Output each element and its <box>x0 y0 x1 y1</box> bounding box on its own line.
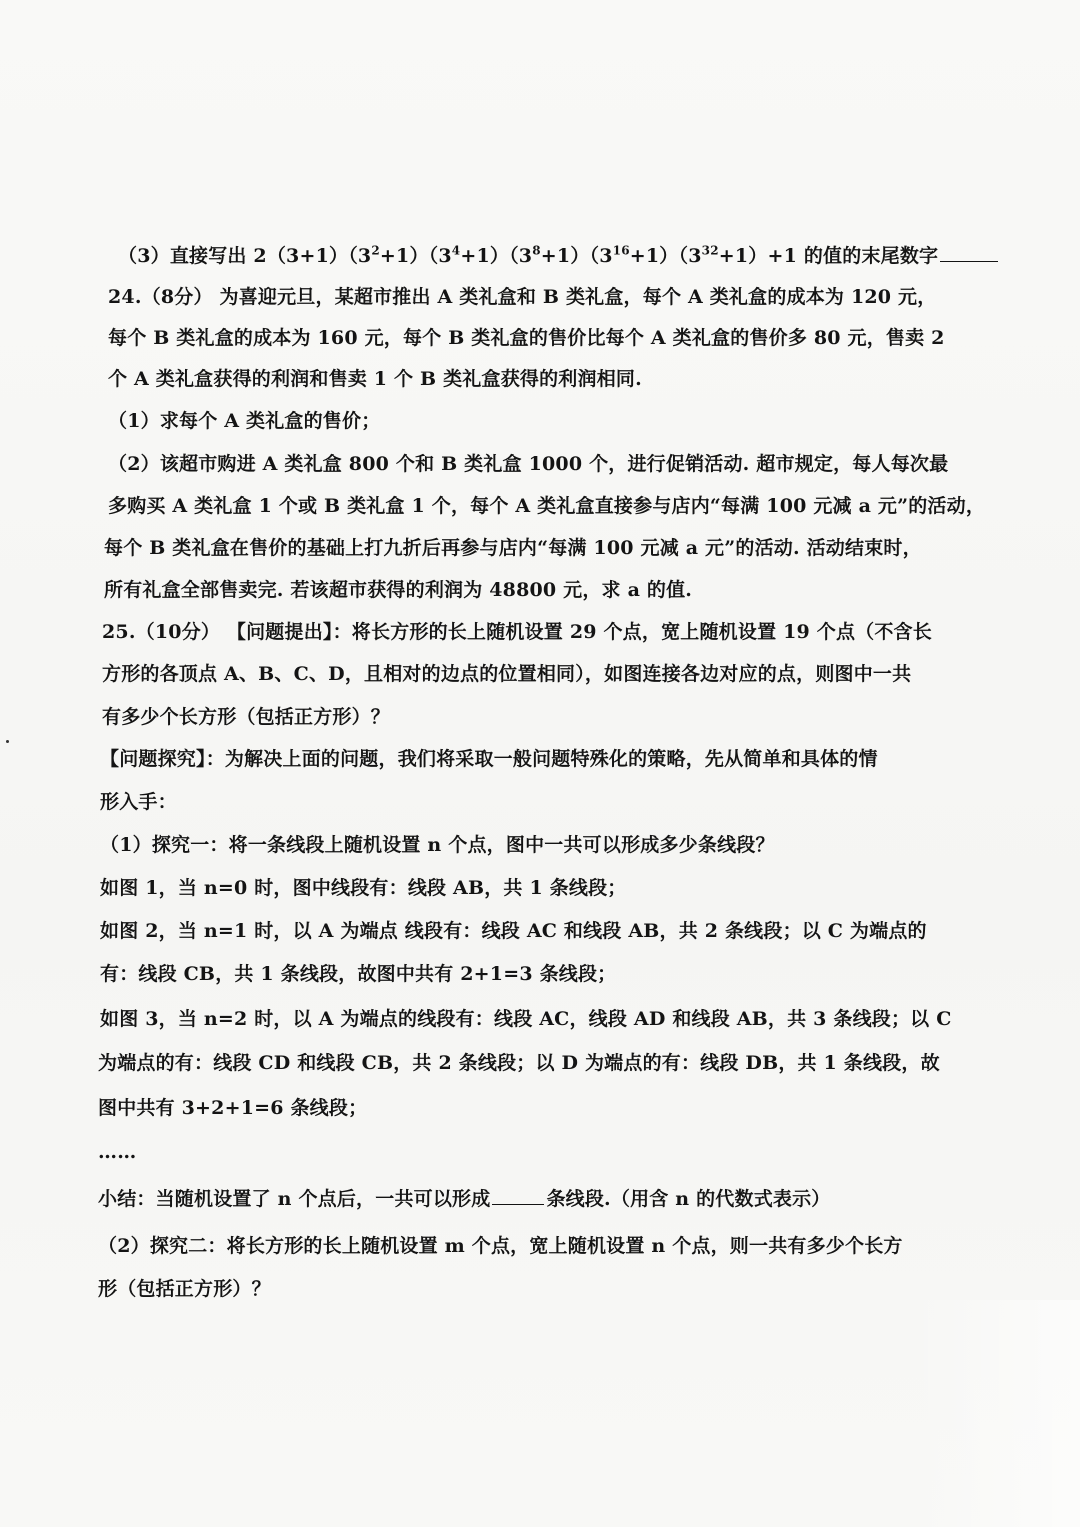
q24-line2: 每个 B 类礼盒的成本为 160 元，每个 B 类礼盒的售价比每个 A 类礼盒的售价多 80 元，售卖 2 <box>108 327 945 349</box>
q24-part2-line4: 所有礼盒全部售卖完. 若该超市获得的利润为 48800 元，求 a 的值. <box>104 579 693 601</box>
scan-speck <box>6 740 9 743</box>
q25-part2-line2: 形（包括正方形）？ <box>98 1278 271 1300</box>
q24-part2-line1: （2）该超市购进 A 类礼盒 800 个和 B 类礼盒 1000 个，进行促销活动. 超市规定，每人每次最 <box>108 453 949 475</box>
q24-line3: 个 A 类礼盒获得的利润和售卖 1 个 B 类礼盒获得的利润相同. <box>108 368 642 390</box>
q24-part1: （1）求每个 A 类礼盒的售价； <box>108 410 381 432</box>
q25-ellipsis: …… <box>98 1141 137 1163</box>
q25-fig1: 如图 1，当 n=0 时，图中线段有：线段 AB，共 1 条线段； <box>100 877 627 899</box>
q25-fig3-line1: 如图 3，当 n=2 时，以 A 为端点的线段有：线段 AC，线段 AD 和线段 AB，共 3 条线段；以 C <box>100 1008 952 1030</box>
answer-blank <box>940 243 998 262</box>
q25-explore-line1: 【问题探究】：为解决上面的问题，我们将采取一般问题特殊化的策略，先从简单和具体的情 <box>100 748 878 770</box>
q25-summary: 小结：当随机设置了 n 个点后，一共可以形成 条线段.（用含 n 的代数式表示） <box>98 1188 831 1210</box>
q25-part2-line1: （2）探究二：将长方形的长上随机设置 m 个点，宽上随机设置 n 个点，则一共有多少个长方 <box>98 1235 903 1257</box>
q25-explore-line2: 形入手： <box>100 791 177 813</box>
q25-line1: 25.（10分） 【问题提出】：将长方形的长上随机设置 29 个点，宽上随机设置 19 个点（不含长 <box>102 621 932 643</box>
q25-fig3-line2: 为端点的有：线段 CD 和线段 CB，共 2 条线段；以 D 为端点的有：线段 DB，共 1 条线段，故 <box>98 1052 940 1074</box>
summary-answer-blank <box>492 1186 544 1205</box>
q25-line3: 有多少个长方形（包括正方形）？ <box>102 706 391 728</box>
q24-line1: 24.（8分） 为喜迎元旦，某超市推出 A 类礼盒和 B 类礼盒，每个 A 类礼盒的成本为 120 元， <box>108 286 937 308</box>
q23-part3: （3）直接写出 $2(3+1)(3^2+1)(3^4+1)(3^8+1)(3^{16}+1)(3^{32}+1)+1$ 的值的末尾数字 <box>118 243 998 269</box>
q25-line2: 方形的各顶点 A、B、C、D，且相对的边点的位置相同），如图连接各边对应的点，则图中一共 <box>102 663 912 685</box>
q25-part1-title: （1）探究一：将一条线段上随机设置 n 个点，图中一共可以形成多少条线段？ <box>100 834 775 856</box>
q24-part2-line3: 每个 B 类礼盒在售价的基础上打九折后再参与店内“每满 100 元减 a 元”的活动. 活动结束时， <box>104 537 922 559</box>
q25-fig2-line1: 如图 2，当 n=1 时，以 A 为端点 线段有：线段 AC 和线段 AB，共 2 条线段；以 C 为端点的 <box>100 920 927 942</box>
q25-fig3-line3: 图中共有 3+2+1=6 条线段； <box>98 1097 368 1119</box>
scan-shadow <box>910 1300 1080 1527</box>
q24-part2-line2: 多购买 A 类礼盒 1 个或 B 类礼盒 1 个，每个 A 类礼盒直接参与店内“每满 100 元减 a 元”的活动， <box>108 495 986 517</box>
q25-fig2-line2: 有：线段 CB，共 1 条线段，故图中共有 2+1=3 条线段； <box>100 963 617 985</box>
